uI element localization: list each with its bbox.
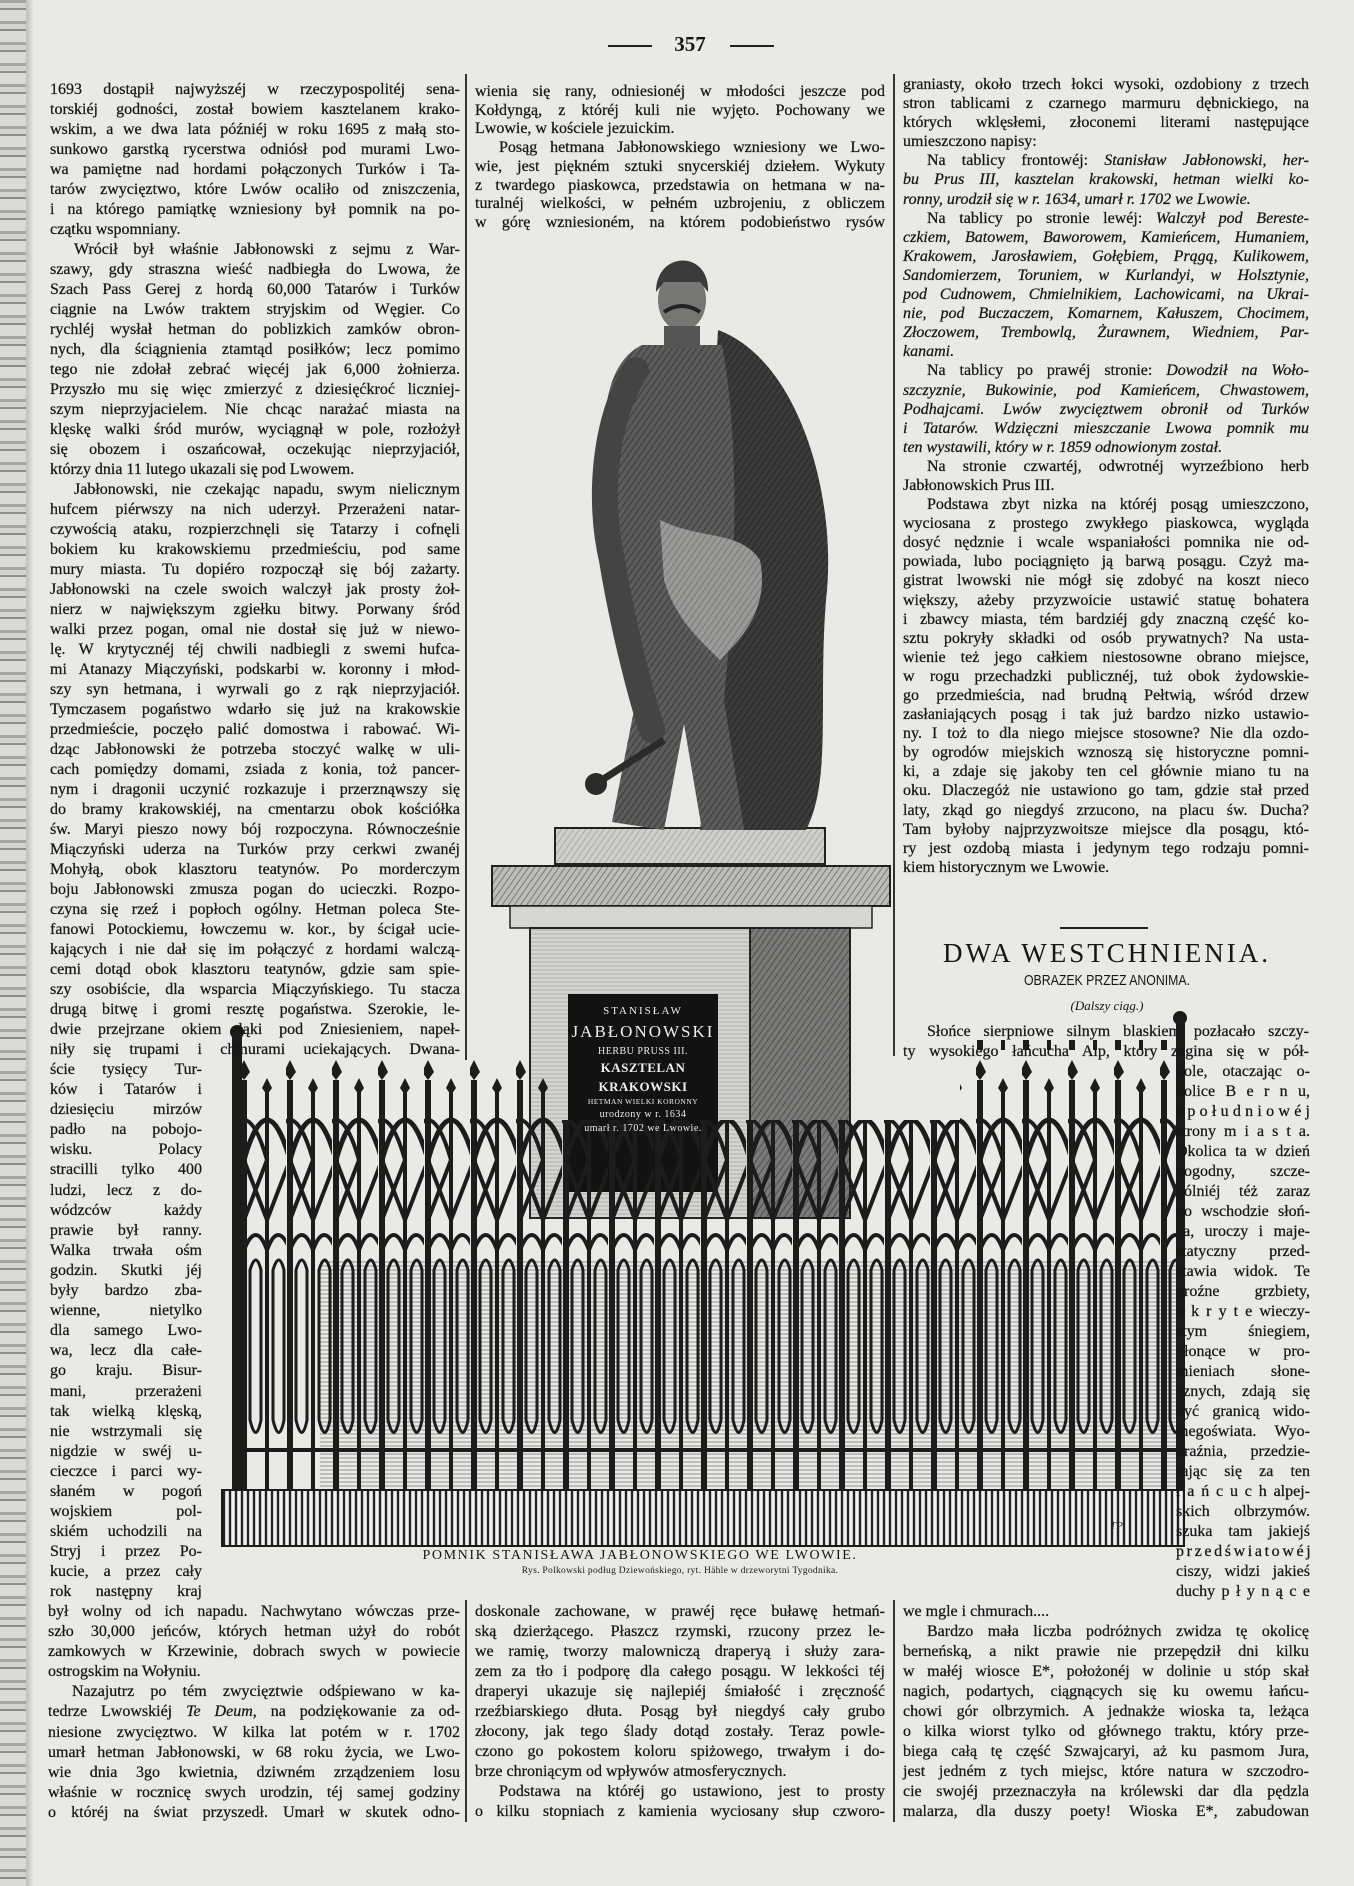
text-line: złocony, jak tego ślady dotąd zostały. Teraz powle- — [475, 1723, 885, 1740]
italic-text: Walczył pod Bereste- — [1155, 209, 1309, 227]
text-line — [903, 285, 1309, 304]
paragraph — [475, 139, 885, 233]
text-line: był wolny od ich napadu. Nachwytano wówczas prze- — [48, 1603, 460, 1620]
text-line: płonące w pro- — [1176, 1343, 1310, 1360]
text-line — [903, 266, 1309, 285]
text-line: św. Maryi pieszo nowy bój rozpoczyna. Równocześnie — [50, 821, 460, 838]
text-line: w rogu przechadzki publicznéj, tuż obok żydowskie- — [903, 667, 1309, 685]
italic-text: nie, pod Buczaczem, Komarnem, Kałuszem, Chocimem, — [903, 305, 1309, 323]
text-line: Przyszło mu się więc zmierzyć z dziesięćkroć liczniej- — [50, 381, 460, 398]
text-span: Na tablicy po stronie lewéj: — [927, 209, 1156, 227]
text-line: boju Jabłonowski zmusza pogan do ucieczki. Rozpo- — [50, 881, 460, 898]
text-line: cie swojéj przeznaczyła na królewski dar dla pędzla — [903, 1783, 1309, 1800]
text-line: ską dzierżącego. Płaszcz rzymski, rzucony przez le- — [475, 1623, 885, 1640]
text-line: się obozem i oszańcował, oczekując nieprzyjaciół, — [50, 441, 460, 458]
text-line: Szach Pass Gerej z hordą 60,000 Tatarów i Turków — [50, 281, 460, 298]
text-line: Okolica ta w dzień — [1176, 1143, 1310, 1160]
text-line: torskiéj godności, został bowiem kasztelanem krako- — [50, 101, 460, 118]
left-column-top — [50, 80, 460, 1060]
text-line: klęskę walki śród murów, wyciągnął w pole, rozłożył — [50, 421, 460, 438]
text-line: Słońce sierpniowe silnym blaskiem pozłacało szczy- — [927, 1023, 1309, 1040]
text-line: ny. I toż to dla niego miejsce stosowne? Nie dla ozdo- — [903, 725, 1309, 743]
text-line: Jabłonowski na czele swoich walczył jak prosty żoł- — [50, 581, 460, 598]
text-line — [48, 1702, 460, 1722]
italic-text: pod Cudnowem, Chmielnikiem, Lachowicami, na Ukrai- — [903, 286, 1309, 304]
text-line: były bardzo zba- — [50, 1282, 202, 1300]
text-line — [903, 190, 1309, 209]
text-line: drugą bitwę i gromi resztę pogaństwa. Szerokie, le- — [50, 1001, 460, 1018]
story-continued-note: (Dalszy ciąg.) — [1070, 998, 1144, 1013]
text-line: rychléj wysłał hetman do poblizkich zamków obron- — [50, 321, 460, 338]
text-line: wojskiem pol- — [50, 1503, 202, 1521]
text-line: niły się trupami i chmurami uciekających. Dwana- — [50, 1041, 460, 1058]
text-line: ście tysięcy Tur- — [50, 1061, 202, 1078]
italic-text: Te Deum — [186, 1703, 253, 1721]
text-line: większy, ażeby przyzwoicie ustawić statuę bohatera — [903, 591, 1309, 609]
text-line: skich olbrzymów. — [1176, 1503, 1310, 1520]
text-span: Na tablicy po prawéj stronie: — [927, 362, 1167, 380]
text-line: tarów zwycięztwo, które Lwów ocaliło od zniszczenia, — [50, 181, 460, 198]
text-line: ciągnie na Lwów traktem stryjskim od Węgier. Co — [50, 301, 460, 318]
text-line: 1693 dostąpił najwyższéj w rzeczypospolitéj sena- — [50, 81, 460, 98]
column-rule — [465, 1600, 467, 1822]
text-line: tego nie zdołał zebrać więcéj jak 6,000 żołnierza. — [50, 361, 460, 378]
paragraph — [903, 209, 1309, 362]
text-line: strony m i a s t a. — [1176, 1123, 1310, 1140]
text-line: o k r y t e wieczy- — [1176, 1303, 1310, 1320]
text-line: w górę wzniesioném, na którem podobieństwo rysów — [475, 213, 885, 231]
text-span: tedrze Lwowskiéj — [48, 1703, 187, 1721]
statue-figure — [585, 261, 828, 831]
text-line: czywością ataku, rozpierzchnęli się Tatarzy i cofnęli — [50, 521, 460, 538]
illustration-credit: Rys. Polkowski podług Dziewońskiego, ryt. Hähle w drzeworytni Tygodnika. — [521, 1566, 839, 1576]
text-line: wisku. Polacy — [50, 1141, 202, 1159]
text-line: po wschodzie słoń- — [1176, 1203, 1310, 1220]
text-line: dziesięciu mirzów — [50, 1101, 202, 1119]
text-line — [903, 419, 1309, 438]
mace — [585, 773, 607, 795]
text-line: Miączyński uderza na Turków przy cerkwi zwanéj — [50, 841, 460, 858]
text-line: wienia się rany, odniesionéj w młodości jeszcze pod — [475, 83, 885, 100]
plaque-line: STANISŁAW — [603, 1005, 683, 1017]
text-line: zem za tło i podporę dla całego posągu. W lekkości téj — [475, 1663, 885, 1680]
text-line: nym i dragonii uczynić rozkazuje i przerznąwszy się — [50, 781, 460, 798]
text-line: duchy p ł y n ą c e — [1176, 1583, 1310, 1600]
text-line: niesione zwycięztwo. W kilka lat potém w r. 1702 — [48, 1723, 460, 1741]
text-line: ki, a zdaje się jakoby ten cel głównie miano tu na — [903, 763, 1309, 781]
text-line: kiem historycznym we Lwowie. — [903, 858, 1110, 876]
text-line: wskim, a we dwa lata późniéj w roku 1695 z małą sto- — [50, 121, 460, 138]
text-line: p r z e d ś w i a t o w é j — [1176, 1543, 1310, 1560]
italic-text: Krakowem, Jarosławiem, Gołębiem, Prągą, Kulikowem, — [903, 247, 1309, 265]
paragraph — [50, 1060, 202, 1603]
text-line: berneńską, a nikt prawie nie przepędził dni kilku — [903, 1643, 1309, 1660]
text-line: umieszczono napisy: — [903, 133, 1037, 151]
text-line: rając się za ten — [1176, 1463, 1310, 1480]
italic-text: Podhajcami. Lwów zwycięztwem obronił od Turków — [903, 400, 1309, 418]
text-line: padło na pobojo- — [50, 1121, 202, 1139]
text-line: prawie był ranny. — [50, 1221, 202, 1239]
paragraph — [903, 151, 1309, 208]
text-line: rzeźbiarskiego dłuta. Posąg był niegdyś cały grubo — [475, 1703, 885, 1720]
text-line: tak wielką klęską, — [50, 1402, 202, 1420]
plaque-inscription — [568, 1004, 718, 1137]
text-line: Nazajutrz po tém zwycięztwie odśpiewano w ka- — [72, 1683, 460, 1701]
text-line: szy osobiście, dla wsparcia Miączyńskiego. Tu stacza — [50, 981, 460, 998]
text-line: umarł hetman Jabłonowski, w 68 roku życia, we Lwo- — [48, 1743, 460, 1761]
text-line — [903, 228, 1309, 247]
text-line: brze chroniącym od wpływów atmosferycznych. — [475, 1763, 787, 1780]
italic-text: Złoczowem, Trembowlą, Żurawnem, Wiedniem, Par- — [903, 324, 1309, 342]
text-line: nych, dla ściągnienia ztamtąd posiłków; lecz pomimo — [50, 341, 460, 358]
text-line: stron tablicami z czarnego marmuru dębnickiego, na — [903, 95, 1309, 113]
text-line — [903, 323, 1309, 342]
text-line — [903, 209, 1309, 228]
text-line: Podstawa na któréj go ustawiono, jest to prosty — [499, 1783, 885, 1800]
middle-column-bottom — [475, 1602, 885, 1822]
text-line: szuka tam jakiejś — [1176, 1523, 1310, 1540]
text-line: cieczce i parci wy- — [50, 1462, 202, 1480]
text-line: wyciosana z prostego zwykłego piaskowca, wygląda — [903, 515, 1309, 533]
text-line: nie wstrzymali się — [50, 1422, 202, 1440]
text-line — [903, 361, 1309, 380]
text-line: nierz w największym zgiełku bitwy. Porwany śród — [50, 601, 460, 618]
text-line: kole, otaczając o- — [1176, 1063, 1310, 1080]
text-line: wódzców każdy — [50, 1201, 202, 1219]
text-line: kających i nie dał się im połączyć z hordami walczą- — [50, 941, 460, 958]
text-line: czątku wspomniany. — [50, 221, 181, 238]
paragraph — [475, 1602, 885, 1782]
text-line: szy syn hetmana, i wyrwali go z rąk nieprzyjaciół. — [50, 681, 460, 698]
text-line: nigdzie w swéj u- — [50, 1442, 202, 1460]
plaque-line: urodzony w r. 1634 — [599, 1108, 687, 1120]
text-line: o kilku stopniach z kamienia wyciosany słup czworo- — [475, 1803, 885, 1820]
paragraph — [50, 240, 460, 480]
italic-text: szczyznie, Bukowinie, pod Kamieńcem, Chwastowem, — [903, 381, 1309, 399]
text-line: braźnia, przedzie- — [1176, 1443, 1310, 1460]
text-line: lę. W krytycznéj téj chwili nadbiegli z swemi hufca- — [50, 641, 460, 658]
italic-text: Sandomierzem, Toruniem, w Kurlandyi, w Holsztynie, — [903, 266, 1309, 284]
paragraph — [48, 1682, 460, 1823]
text-line: pogodny, szcze- — [1176, 1163, 1310, 1180]
text-line: Walka trwała ośm — [50, 1241, 202, 1259]
plaque-line: umarł r. 1702 we Lwowie. — [584, 1123, 702, 1135]
text-line: ków i Tatarów i — [50, 1081, 202, 1099]
text-line: bokiem ku krakowskiemu przedmieściu, pod same — [50, 541, 460, 558]
text-line: gistrat lwowski nie mógł się zdobyć na koszt nieco — [903, 572, 1309, 590]
text-line: słaném w pogoń — [50, 1482, 202, 1500]
text-line: Jabłonowskich Prus III. — [903, 476, 1055, 494]
text-line: ludzi, lecz z do- — [50, 1181, 202, 1199]
italic-text: Stanisław Jabłonowski, her- — [1104, 152, 1310, 170]
text-line — [903, 381, 1309, 400]
text-line: zamkowych w Krzewinie, dobrach swych w powiecie — [48, 1643, 460, 1661]
paragraph — [903, 1022, 1309, 1061]
text-line: megoświata. Wyo- — [1176, 1423, 1310, 1440]
column-rule — [893, 1600, 895, 1822]
text-line: do bramy krakowskiéj, na cmentarzu obok kościółka — [50, 801, 460, 818]
text-line: którzy dnia 11 lutego ukazali się pod Lwowem. — [50, 461, 355, 478]
paragraph — [475, 1782, 885, 1822]
text-line: by ogrodów miejskich wznoszą się historyczne pomni- — [903, 744, 1309, 762]
text-line: laty, zkąd go niegdyś zrzucono, na placu św. Ducha? — [903, 801, 1309, 819]
text-line: Wrócił był właśnie Jabłonowski z sejmu z War- — [74, 241, 460, 258]
text-span: , na podziękowanie za od- — [252, 1703, 460, 1721]
plaque-line: KASZTELAN KRAKOWSKI — [598, 1060, 688, 1094]
plaque-line: HETMAN WIELKI KORONNY — [587, 1096, 699, 1106]
text-line: walki przez pogan, omal nie dostał się już w niewo- — [50, 621, 460, 638]
illustration-caption: POMNIK STANISŁAWA JABŁONOWSKIEGO WE LWOWIE. — [422, 1548, 858, 1563]
text-line: ciszy, widzi jakieś — [1176, 1563, 1310, 1580]
text-line: Podstawa zbyt nizka na któréj posąg umieszczono, — [927, 496, 1309, 514]
text-line: stym śniegiem, — [1176, 1323, 1310, 1340]
italic-text: kanami. — [903, 343, 955, 361]
text-line: fanowi Potockiemu, łowczemu w. kor., by ścigał ucie- — [50, 921, 460, 938]
text-line: z p o ł u d n i o w é j — [1176, 1103, 1310, 1120]
text-line: rok następny kraj — [50, 1583, 202, 1601]
paragraph — [903, 361, 1309, 456]
text-line: draperyi ukazuje się najlepiéj śmiałość i zręczność — [475, 1683, 885, 1700]
text-line: doskonale zachowane, w prawéj ręce buławę hetmań- — [475, 1603, 885, 1620]
text-line: ostrogskim na Wołyniu. — [48, 1663, 201, 1681]
text-line: cznych, zdają się — [1176, 1383, 1310, 1400]
text-line: chowi gór olbrzymich. A jednakże wioska ta, leżąca — [903, 1703, 1309, 1720]
text-line: godzin. Skutki jéj — [50, 1261, 202, 1279]
section-divider — [1060, 927, 1148, 929]
text-line: Jabłonowski, nie czekając napadu, swym nielicznym — [74, 481, 460, 498]
text-line: malarza, dla duszy poety! Wioska E*, zabudowan — [903, 1803, 1309, 1820]
text-line: ry jest ozdobą miasta i jedynym tego rodzaju pomni- — [903, 839, 1309, 857]
right-column-narrow — [1176, 1062, 1310, 1602]
left-column-bottom — [48, 1602, 460, 1823]
story-title: DWA WESTCHNIENIA. — [943, 938, 1271, 968]
text-line: czyna się rzeź i popłoch ogólny. Hetman poleca Ste- — [50, 901, 460, 918]
italic-text: bu Prus III, kasztelan krakowski, hetman wielki ko- — [903, 171, 1309, 189]
text-line — [903, 151, 1309, 170]
text-line: właśnie w rocznicę swych urodzin, téj samej godziny — [48, 1783, 460, 1801]
text-line: i na którego pamiątkę wzniesiony był pomnik na po- — [50, 201, 460, 218]
text-line: wa pamiętne nad hordami połączonych Turków i Ta- — [50, 161, 460, 178]
text-line: go kraju. Bisur- — [50, 1362, 202, 1380]
paragraph — [903, 1622, 1309, 1822]
italic-text: czkiem, Batowem, Baworowem, Kamieńcem, Humaniem, — [903, 228, 1309, 246]
text-line: być granicą wido- — [1176, 1403, 1310, 1420]
text-line: nagich, podartych, ciągnących się ku owemu łańcu- — [903, 1683, 1309, 1700]
text-line: stawia widok. Te — [1176, 1263, 1310, 1280]
text-line: cach pomiędzy domami, zsiada z konia, toż pancer- — [50, 761, 460, 778]
text-line: turalnéj wielkości, w pełném uzbrojeniu, z obliczem — [475, 195, 885, 213]
paragraph — [475, 83, 885, 139]
text-line: Lwowie, w kościele jezuickim. — [475, 120, 675, 138]
text-line: wa, lecz dla całe- — [50, 1342, 202, 1360]
paragraph — [50, 480, 460, 1060]
text-line: we ramię, tworzy malowniczą draperyą i służy zara- — [475, 1643, 885, 1660]
page-number: 357 — [674, 32, 706, 56]
text-line: wie dnia 3go kwietnia, dziwném zrządzeniem losu — [48, 1763, 460, 1781]
text-line: Kołdyngą, z któréj kuli nie wyjęto. Pochowany we — [475, 101, 885, 119]
plaque-line: HERBU PRUSS III. — [598, 1045, 688, 1057]
paragraph — [903, 1602, 1309, 1622]
text-line: o kilka wiorst tylko od głównego traktu, który prze- — [903, 1723, 1309, 1740]
text-line: ł a ń c u c h alpej- — [1176, 1483, 1310, 1500]
text-line — [903, 400, 1309, 419]
text-line: sunkowo garstką rycerstwa odniósł pod murami Lwo- — [50, 141, 460, 158]
text-line: Bardzo mała liczba podróżnych zwidza tę okolicę — [927, 1623, 1309, 1640]
page-number-dash — [730, 45, 774, 47]
italic-text: ten wystawili, który w r. 1859 odnowionym został. — [903, 438, 1223, 456]
text-line: Stryj i przez Po- — [50, 1543, 202, 1561]
text-line — [903, 342, 1309, 361]
text-line: kolice B e r n u, — [1176, 1083, 1310, 1100]
text-line: Tam byłoby najprzyzwoitsze miejsce dla posągu, któ- — [903, 820, 1309, 838]
text-line: dosyć nędznie i wcale wspaniałości pomnika nie od- — [903, 534, 1309, 552]
text-line: o któréj na świat przyszedł. Umarł w skutek odno- — [48, 1803, 460, 1821]
text-line: hufcem piérwszy na nich uderzył. Przerażeni natar- — [50, 501, 460, 518]
text-line: mieniach słone- — [1176, 1363, 1310, 1380]
text-line: oku. Dlaczegóż nie ustawiono go tam, gdzie stał przed — [903, 782, 1309, 800]
text-line: mury miasta. Tu dopiéro rozpoczął się bój zażarty. — [50, 561, 460, 578]
column-rule — [465, 74, 467, 1060]
text-line: gólniéj téż zaraz — [1176, 1183, 1310, 1200]
paragraph — [903, 457, 1309, 495]
text-line — [903, 170, 1309, 189]
text-line — [903, 247, 1309, 266]
text-line: i zbawcy miasta, tém bardziéj gdy znaczną część ko- — [903, 610, 1309, 628]
text-line: ca, uroczy i maje- — [1176, 1223, 1310, 1240]
text-line: jest jedném z tych miejsc, które natura w szczodro- — [903, 1763, 1309, 1780]
text-line: dząc Jabłonowski że potrzeba stoczyć walkę w uli- — [50, 741, 460, 758]
engraver-monogram: TP — [1110, 1520, 1123, 1532]
text-line: Posąg hetmana Jabłonowskiego wzniesiony we Lwo- — [499, 139, 885, 157]
text-line: dla samego Lwo- — [50, 1322, 202, 1340]
left-column-narrow — [50, 1060, 202, 1603]
fence-base — [222, 1490, 1184, 1546]
text-line — [903, 438, 1309, 457]
text-line: zasłaniających posąg i tak już bardzo nizko ustawio- — [903, 706, 1309, 724]
text-line: w małéj wiosce E*, położonéj w dolinie u stóp skał — [903, 1663, 1309, 1680]
text-line: biega całą tę część Szwajcaryi, aż ku pasmom Jura, — [903, 1743, 1309, 1760]
text-line: sztu pokryły składki od osób prywatnych? Na usta- — [903, 629, 1309, 647]
text-line: graniasty, około trzech łokci wysoki, ozdobiony z trzech — [903, 76, 1309, 93]
paragraph — [48, 1602, 460, 1682]
text-line: Mohyłą, obok klasztoru teatynów. Po morderczym — [50, 861, 460, 878]
right-column-bottom — [903, 1602, 1309, 1822]
story-opening — [903, 1022, 1309, 1061]
italic-text: ronny, urodził się w r. 1634, umarł r. 1702 we Lwowie. — [903, 190, 1251, 208]
text-line: wienne, nietylko — [50, 1302, 202, 1320]
text-line: wie, jest piękném sztuki snycerskiéj dziełem. Wykuty — [475, 157, 885, 175]
text-line: szym nieprzyjacielem. Nie chcąc narażać miasta na — [50, 401, 460, 418]
text-line: których wklęsłemi, złoconemi literami następujące — [903, 114, 1309, 132]
paragraph — [50, 80, 460, 240]
paragraph — [1176, 1062, 1310, 1602]
text-line: czono go pokostem koloru spiżowego, trwałym i do- — [475, 1743, 885, 1760]
text-line — [903, 304, 1309, 323]
text-line: stracilli tylko 400 — [50, 1161, 202, 1179]
text-line: kucie, a przez cały — [50, 1563, 202, 1581]
paragraph — [903, 75, 1309, 151]
text-line: cemi dotąd obok klasztoru teatynów, gdzie sam spie- — [50, 961, 460, 978]
text-line: we mgle i chmurach.... — [903, 1603, 1050, 1620]
text-line: dwie przejrzane okiem łąki pod Zniesieniem, napeł- — [50, 1021, 460, 1038]
italic-text: i Tatarów. Wdzięczni mieszczanie Lwowa pomnik mu — [903, 419, 1309, 437]
text-line: mani, przerażeni — [50, 1382, 202, 1400]
plaque-line: JABŁONOWSKI — [571, 1021, 715, 1041]
fence-post — [232, 1036, 242, 1492]
text-line: mi Atanazy Miączyński, podskarbi w. koronny i młod- — [50, 661, 460, 678]
text-line: z twardego piaskowca, przedstawia on hetmana w na- — [475, 176, 885, 194]
story-subtitle: OBRAZEK PRZEZ ANONIMA. — [1023, 972, 1191, 989]
text-line: skiém uchodzili na — [50, 1523, 202, 1541]
text-line: go przedmieścia, nad brudną Pełtwią, wśród drzew — [903, 687, 1309, 704]
middle-column-top — [475, 83, 885, 233]
text-line: statyczny przed- — [1176, 1243, 1310, 1260]
italic-text: Dowodził na Woło- — [1166, 362, 1309, 380]
text-line: szawy, gdy straszna wieść nadbiegła do Lwowa, że — [50, 261, 460, 278]
paragraph — [903, 495, 1309, 877]
text-line: szło 30,000 jeńców, których hetman użył do robót — [48, 1623, 460, 1641]
text-line: Tymczasem pogaństwo wdarło się już na krakowskie — [50, 701, 460, 718]
text-span: Na tablicy frontowéj: — [927, 152, 1105, 170]
text-line: przedmieście, poczęło palić domostwa i rabować. Wi- — [50, 721, 460, 738]
text-line: Na stronie czwartéj, odwrotnéj wyrzeźbiono herb — [927, 457, 1309, 475]
text-line: groźne grzbiety, — [1176, 1283, 1310, 1300]
column-rule — [893, 74, 895, 1056]
text-line: powiada, lubo pociągnięto ją barwą posągu. Czyż ma- — [903, 553, 1309, 571]
text-line: wienie też jego całkiem niestosowne obrano miejsce, — [903, 648, 1309, 666]
text-line: ty wysokiego łańcucha Alp, który zagina się w pół- — [903, 1042, 1309, 1060]
right-column-top — [903, 75, 1309, 877]
